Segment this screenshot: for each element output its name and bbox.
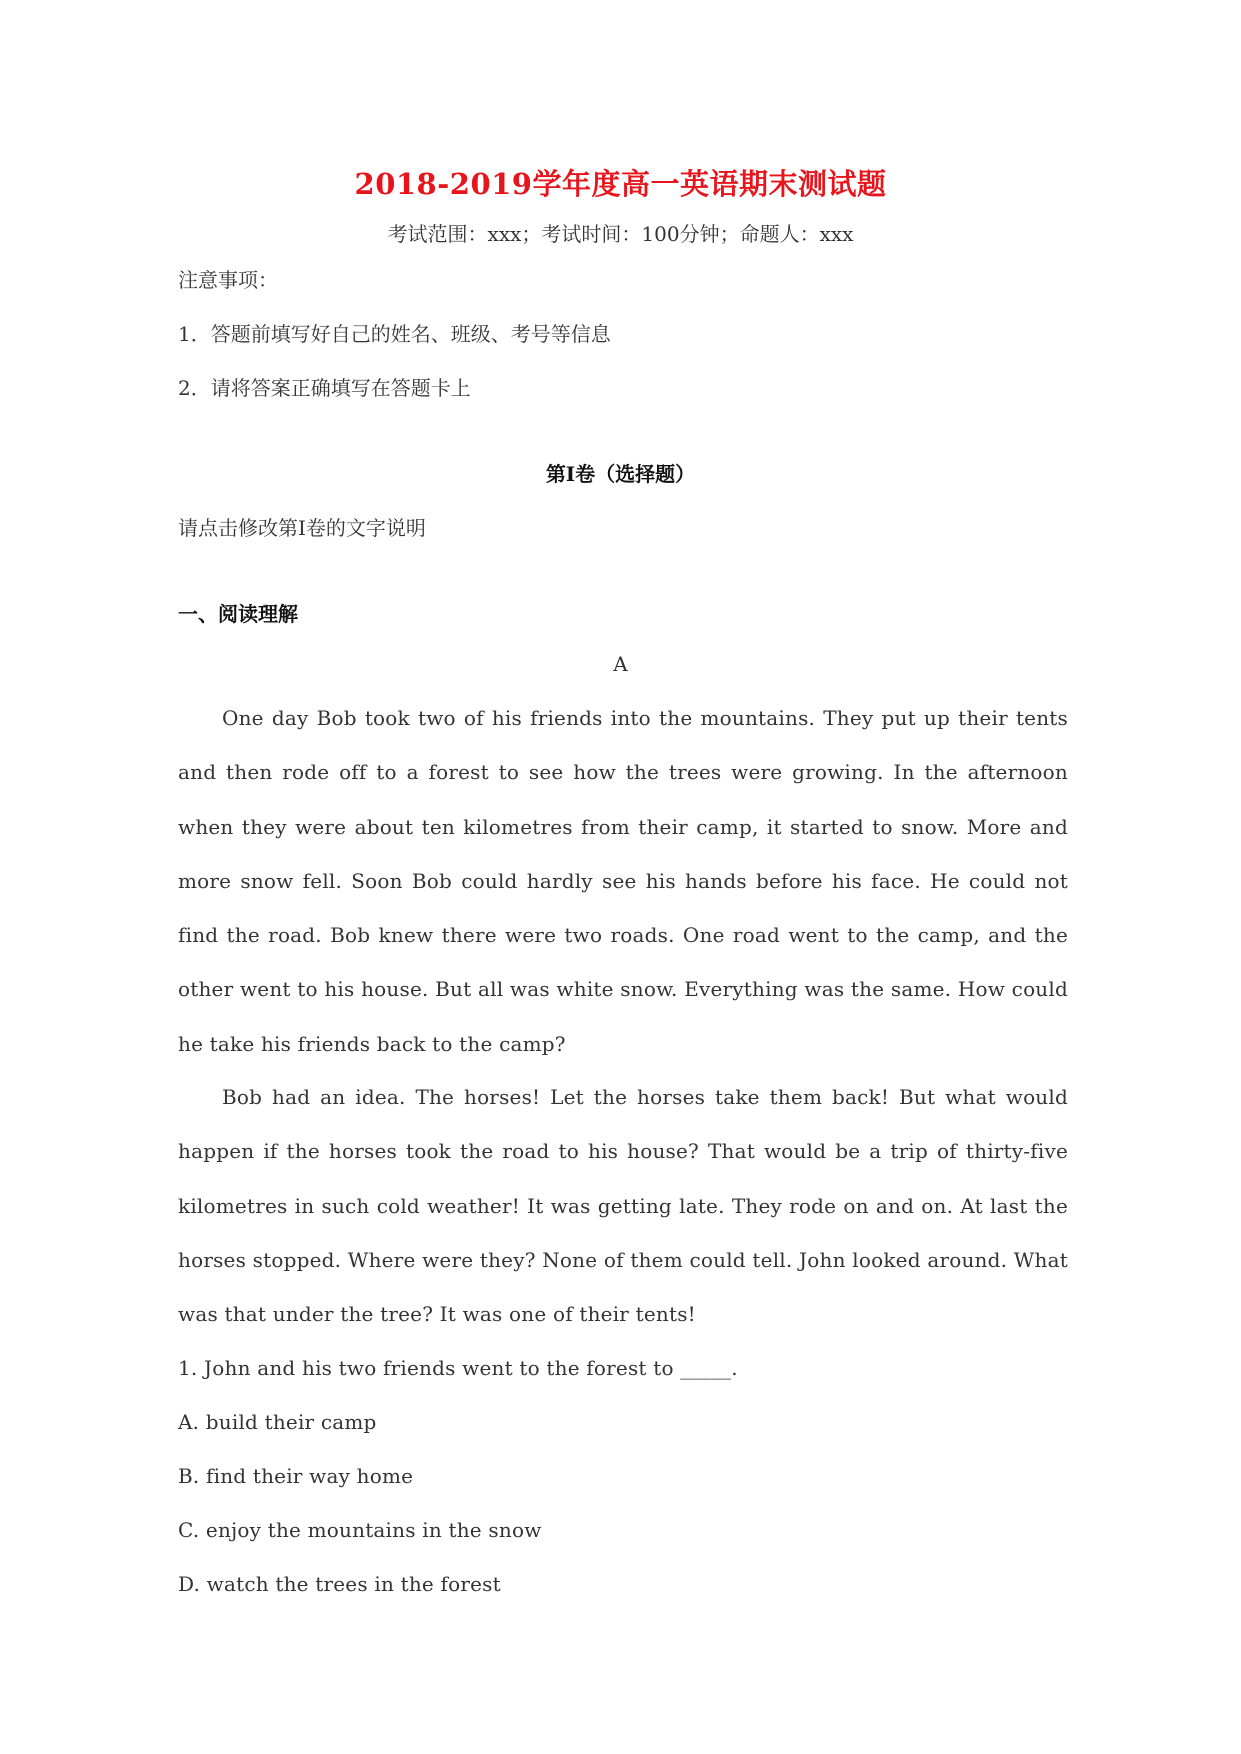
option-a: A. build their camp <box>178 1410 377 1434</box>
note-item-1: 1．答题前填写好自己的姓名、班级、考号等信息 <box>178 322 611 346</box>
note-item-2: 2．请将答案正确填写在答题卡上 <box>178 376 471 400</box>
passage-paragraph-1: One day Bob took two of his friends into the mountains. They put up their tents and then rode off to a forest to see how the trees were growing. In the afternoon when they were about ten kilometres from their camp, it started to snow. More and more snow fell. Soon Bob could hardly see his hands before his face. He could not find the road. Bob knew there were two roads. One road went to the camp, and the other went to his house. But all was white snow. Everything was the same. How could he take his friends back to the camp? <box>178 706 1068 1056</box>
question-stem: 1. John and his two friends went to the forest to _____. <box>178 1356 738 1380</box>
volume-instruction: 请点击修改第I卷的文字说明 <box>178 516 426 540</box>
option-b: B. find their way home <box>178 1464 414 1488</box>
section-heading: 一、阅读理解 <box>178 602 298 626</box>
option-d: D. watch the trees in the forest <box>178 1572 501 1596</box>
passage-paragraph-2: Bob had an idea. The horses! Let the horses take them back! But what would happen if the horses took the road to his house? That would be a trip of thirty-five kilometres in such cold weather! It was getting late. They rode on and on. At last the horses stopped. Where were they? None of them could tell. John looked around. What was that under the tree? It was one of their tents! <box>178 1085 1068 1327</box>
option-c: C. enjoy the mountains in the snow <box>178 1518 542 1542</box>
exam-title: 2018-2019学年度高一英语期末测试题 <box>354 167 887 201</box>
volume-title: 第I卷（选择题） <box>545 462 696 486</box>
notes-heading: 注意事项： <box>178 268 278 292</box>
exam-info: 考试范围：xxx；考试时间：100分钟；命题人：xxx <box>387 222 854 246</box>
passage-label: A <box>613 652 628 676</box>
